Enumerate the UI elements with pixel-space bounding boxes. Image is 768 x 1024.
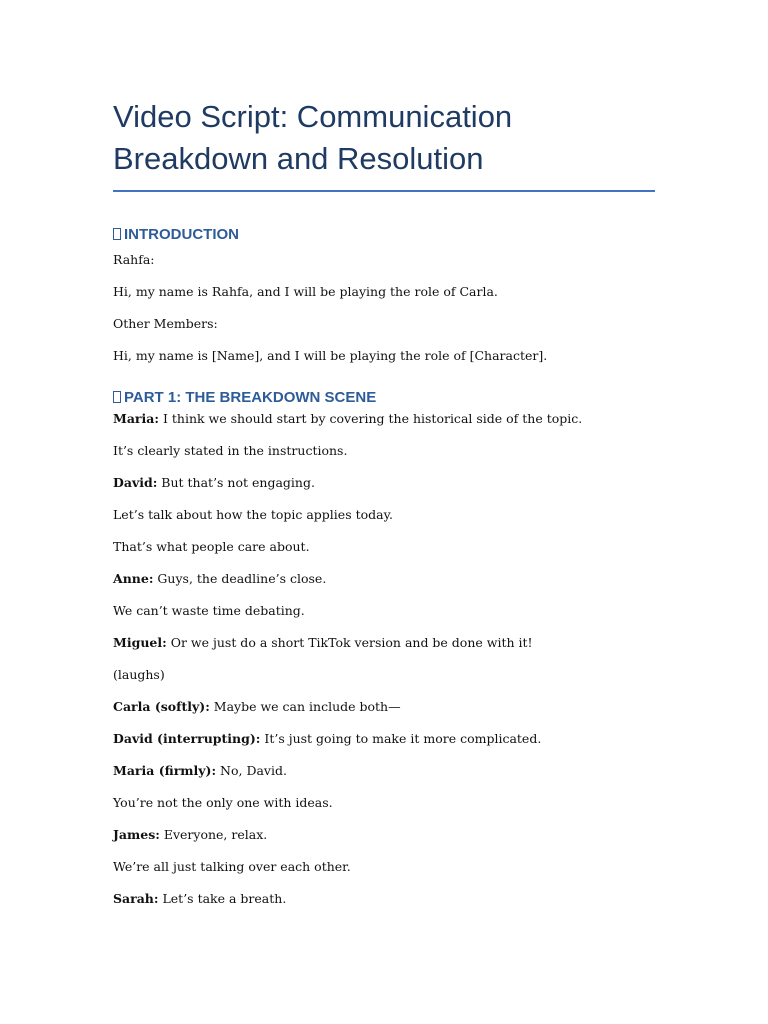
intro-paragraph: Hi, my name is Rahfa, and I will be playing the role of Carla. [113,284,498,299]
intro-paragraph: Hi, my name is [Name], and I will be playing the role of [Character]. [113,348,548,363]
dialogue-text: We can’t waste time debating. [113,603,305,618]
introduction-heading [113,224,655,244]
document-title-line-2: Breakdown and Resolution [113,141,484,176]
speaker-name: David (interrupting): [113,731,261,746]
dialogue-text: That’s what people care about. [113,539,310,554]
script-line [113,602,655,620]
dialogue-text: It’s just going to make it more complicated. [260,731,542,746]
script-line [113,794,655,812]
speaker-name: James: [113,827,160,842]
dialogue-text: You’re not the only one with ideas. [113,795,333,810]
script-line [113,890,655,908]
script-line [113,442,655,460]
script-line [113,538,655,556]
document-title-line-1: Video Script: Communication [113,99,513,134]
script-line [113,410,655,428]
script-line [113,858,655,876]
script-line [113,474,655,492]
dialogue-text: But that’s not engaging. [157,475,315,490]
script-line [113,634,655,652]
script-lines [113,410,655,908]
part1-section [113,387,655,908]
speaker-name: David: [113,475,158,490]
script-line [113,762,655,780]
unknown-glyph-icon [113,391,121,403]
dialogue-text: I think we should start by covering the historical side of the topic. [158,411,583,426]
script-line [113,698,655,716]
introduction-heading-label: INTRODUCTION [124,225,239,243]
dialogue-text: Maybe we can include both— [209,699,401,714]
document-title [113,96,655,180]
introduction-section [113,224,655,365]
speaker-name: Anne: [113,571,154,586]
dialogue-text: (laughs) [113,667,165,682]
unknown-glyph-icon [113,228,121,240]
script-line [113,826,655,844]
script-line [113,506,655,524]
dialogue-text: No, David. [216,763,287,778]
dialogue-text: It’s clearly stated in the instructions. [113,443,348,458]
speaker-name: Sarah: [113,891,159,906]
dialogue-text: Let’s talk about how the topic applies today. [113,507,393,522]
script-line [113,666,655,684]
title-underline-rule [113,190,655,192]
dialogue-text: Let’s take a breath. [158,891,287,906]
script-line [113,730,655,748]
dialogue-text: We’re all just talking over each other. [113,859,351,874]
dialogue-text: Everyone, relax. [159,827,268,842]
speaker-name: Carla (softly): [113,699,210,714]
script-line [113,570,655,588]
intro-paragraph: Rahfa: [113,252,155,267]
speaker-name: Maria (firmly): [113,763,217,778]
dialogue-text: Guys, the deadline’s close. [153,571,327,586]
speaker-name: Maria: [113,411,159,426]
intro-paragraph: Other Members: [113,316,218,331]
part1-heading-label: PART 1: THE BREAKDOWN SCENE [124,388,377,406]
document-page [113,96,655,922]
dialogue-text: Or we just do a short TikTok version and be done with it! [166,635,533,650]
speaker-name: Miguel: [113,635,167,650]
part1-heading [113,387,655,407]
